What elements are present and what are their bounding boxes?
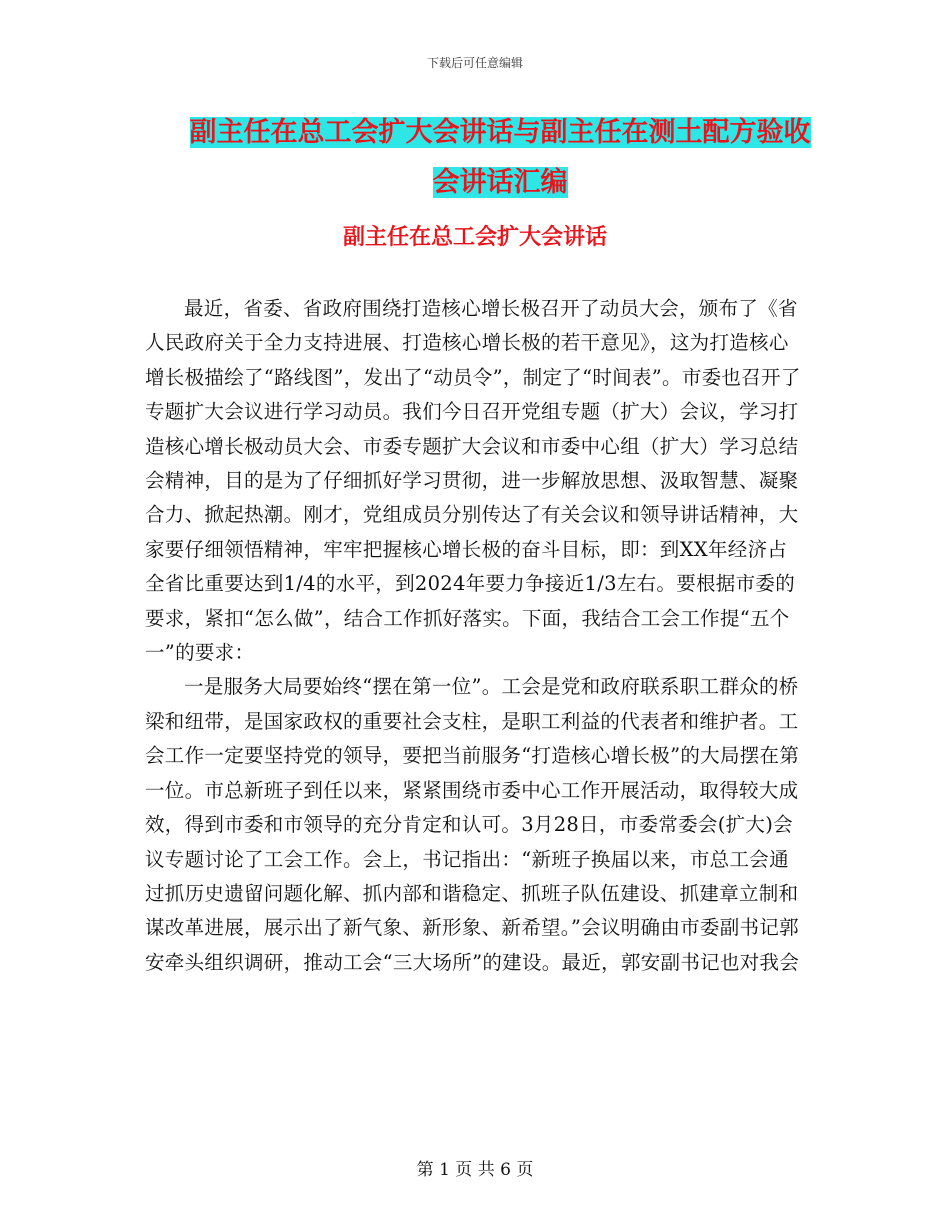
paragraph: 一是服务大局要始终“摆在第一位”。工会是党和政府联系职工群众的桥梁和纽带，是国家政权的重要社会支柱，是职工利益的代表者和维护者。工会工作一定要坚持党的领导，要把当前服务“打造核心增长极”的大局摆在第一位。市总新班子到任以来，紧紧围绕市委中心工作开展活动，取得较大成效，得到市委和市领导的充分肯定和认可。3月28日，市委常委会(扩大)会议专题讨论了工会工作。会上，书记指出：“新班子换届以来，市总工会通过抓历史遗留问题化解、抓内部和谐稳定、抓班子队伍建设、抓建章立制和谋改革进展，展示出了新气象、新形象、新希望。”会议明确由市委副书记郭安牵头组织调研，推动工会“三大场所”的建设。最近，郭安副书记也对我会 [145, 675, 800, 974]
body-text [145, 292, 805, 980]
section-title: 副主任在总工会扩大会讲话 [342, 224, 607, 250]
paragraph: 最近，省委、省政府围绕打造核心增长极召开了动员大会，颁布了《省人民政府关于全力支持进展、打造核心增长极的若干意见》，这为打造核心增长极描绘了“路线图”，发出了“动员令”，制定了“时间表”。市委也召开了专题扩大会议进行学习动员。我们今日召开党组专题（扩大）会议，学习打造核心增长极动员大会、市委专题扩大会议和市委中心组（扩大）学习总结会精神，目的是为了仔细抓好学习贯彻，进一步解放思想、汲取智慧、凝聚合力、掀起热潮。刚才，党组成员分别传达了有关会议和领导讲话精神，大家要仔细领悟精神，牢牢把握核心增长极的奋斗目标，即：到XX年经济占全省比重要达到1/4的水平，到2024年要力争接近1/3左右。要根据市委的要求，紧扣“怎么做”，结合工作抓好落实。下面，我结合工会工作提“五个一”的要求： [145, 297, 801, 665]
document-title-line2: 会讲话汇编 [432, 167, 568, 198]
page-footer: 第 1 页 共 6 页 [416, 1160, 534, 1180]
header-note: 下载后可任意编辑 [426, 56, 523, 70]
document-title-line1: 副主任在总工会扩大会讲话与副主任在测土配方验收 [189, 117, 811, 148]
document-title [150, 108, 850, 208]
